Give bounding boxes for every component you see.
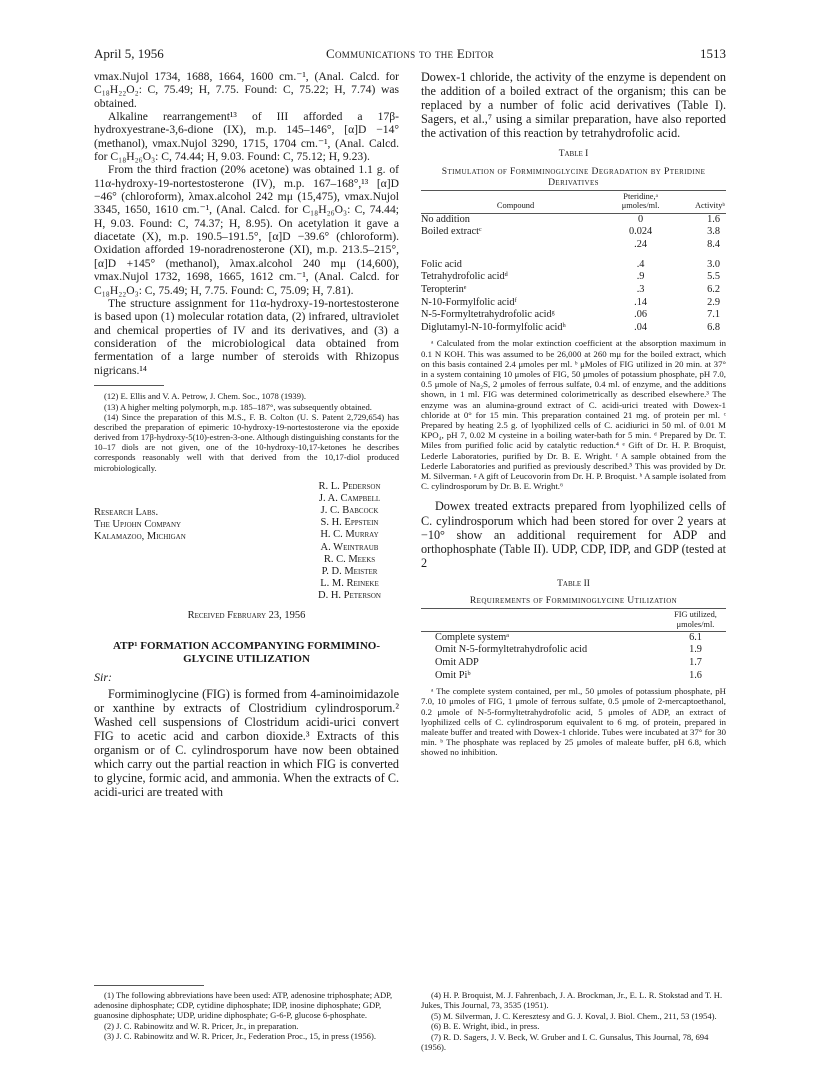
table1-cell-activity: 3.8 <box>707 226 720 238</box>
footnote-4: (4) H. P. Broquist, M. J. Fahrenbach, J. A. Brockman, Jr., E. L. R. Stokstad and T. H. Jukes, This Journal, 73, 3535 (1951). <box>421 990 723 1011</box>
table1-note-text: ᵃ Calculated from the molar extinction coefficient at the absorption maximum in 0.1 N KOH. This was assumed to be 26,000 at 260 mμ for the boiled extract, which on this basis contained 2.4 μmoles per ml. ᵇ μMoles of FIG utilized in 20 min. at 37° in a system containing 10 μmoles of FIG, 50 μmoles of potassium phosphate, pH 7.0, 0.5 μmole of Na₂S, 2 μmoles of ferrous sulfate, 0.4 ml. of enzyme, and the additions shown, in 1 ml. FIG was determined colorimetrically as described elsewhere.³ The enzyme was an alumina-ground extract of C. acidi-urici treated with Dowex-1 chloride at 0° for 15 min. This preparation contained 21 mg. of protein per ml. ᶜ Prepared by heating 2.5 g. of lyophilized cells of C. acidiurici in 50 ml. of 0.01 M KPO₄, pH 7, 0.02 M cysteine in a boiling water-bath for 5 min. ᵈ Prepared by Dr. T. Miles from purified folic acid by catalytic reduction.⁴ ᵉ Gift of Dr. H. P. Broquist, Lederle Laboratories, purified by Dr. B. E. Wright. ᶠ A sample obtained from the Lederle Laboratories and purified as previously described.⁵ This was provided by Dr. M. Silverman. ᵍ A gift of Leucovorin from Dr. H. P. Broquist. ʰ A sample isolated from C. cylindrosporum by Dr. B. E. Wright.⁶ <box>421 338 726 492</box>
table1-cell-pteridine: .3 <box>636 284 645 295</box>
right-intro-paragraph: Dowex-1 chloride, the activity of the enzyme is dependent on the addition of a boiled extract of the organism; this can be replaced by a number of folic acid derivatives (Table I). Sagers, et al.,⁷ using a similar preparation, have also reported the activation of this reaction by tetrahydrofolic acid. <box>421 70 726 141</box>
table1-label: Table I <box>558 149 589 160</box>
footnote-2: (2) J. C. Rabinowitz and W. R. Pricer, Jr., in preparation. <box>104 1020 299 1031</box>
table1-notes <box>421 338 726 491</box>
author-name: R. C. Meeks <box>323 553 376 565</box>
table2-title: Requirements of Formiminoglycine Utilization <box>469 595 678 607</box>
table2-row <box>421 657 726 670</box>
footnote-5: (5) M. Silverman, J. C. Keresztesy and G. J. Koval, J. Biol. Chem., 211, 53 (1954). <box>431 1010 717 1021</box>
table1-cell-activity: 5.5 <box>707 271 720 283</box>
table1-cell-compound <box>421 239 610 259</box>
table1-cell-pteridine: .9 <box>636 271 645 283</box>
table1-cell-compound: Folic acid <box>421 258 462 270</box>
table1-cell-compound: Boiled extractᶜ <box>421 226 482 238</box>
table2 <box>421 608 726 682</box>
table1-row <box>421 259 726 272</box>
table1-cell-activity: 6.8 <box>707 321 720 333</box>
table1 <box>421 190 726 334</box>
table1-cell-pteridine: 0.024 <box>629 226 653 238</box>
left-paragraph-2: Alkaline rearrangement¹³ of III afforded a 17β-hydroxyestrane-3,6-dione (IX), m.p. 145–146°, [α]D −14° (methanol), νmax.Nujol 3290, 1715, 1704 cm.⁻¹, (Anal. Calcd. for C₁₈H₂₆O₃: C, 74.44; H, 9.03. Found: C, 75.12; H, 9.23). <box>94 110 399 164</box>
table2-note-text: ᵃ The complete system contained, per ml., 50 μmoles of potassium phosphate, pH 7.0, 10 μmoles of FIG, 1 μmole of ferrous sulfate, 0.5 μmole of 2-mercaptoethanol, 0.2 μmole of N-5-formyltetrahydrofolic acid, 5 μmoles of ADP, an extract of lyophilized cells of C. cylindrosporum equivalent to 6 mg. of protein, prepared in maleate buffer and treated with Dowex-1 chloride. Tubes were incubated at 37° for 30 min. ᵇ The phosphate was replaced by 25 μmoles of maleate buffer, pH 6.8, which showed no inhibition. <box>421 686 726 758</box>
table2-row <box>421 670 726 683</box>
page-header <box>94 46 726 64</box>
table2-cell-label: Omit N-5-formyltetrahydrofolic acid <box>435 644 588 656</box>
header-date: April 5, 1956 <box>94 46 164 61</box>
table1-cell-activity: 2.9 <box>707 296 720 308</box>
author-name: A. Weintraub <box>320 541 379 553</box>
right-column <box>421 70 726 758</box>
table2-cell-value: 1.9 <box>689 644 702 656</box>
author-name: L. M. Reineke <box>320 578 379 590</box>
table1-col-compound: Compound <box>496 201 535 211</box>
table1-cell-pteridine: .14 <box>634 296 648 308</box>
table1-cell-compound: Teropterinᵉ <box>421 284 467 295</box>
table2-header-row <box>421 609 726 631</box>
table1-cell-pteridine: .24 <box>634 238 648 250</box>
affiliation-line: Research Labs. <box>94 506 159 518</box>
footnote-3: (3) J. C. Rabinowitz and W. R. Pricer, Jr., Federation Proc., 15, in press (1956). <box>104 1031 376 1042</box>
footnote-14: (14) Since the preparation of this M.S., F. B. Colton (U. S. Patent 2,729,654) has described the preparation of epimeric 10-hydroxy-19-nortestosterone via the epoxide derived from 17β-hydroxy-5(10)-estren-3-one. Although distinguishing constants for the 10–17 diols are not given, one of the 10-hydroxy-10,17-ketones he describes corresponds reasonably well with that derived from the 10,17-diol produced microbiologically. <box>94 412 399 473</box>
bottom-footnotes-left <box>94 985 399 1042</box>
table1-cell-activity: 1.6 <box>707 213 720 225</box>
table1-cell-activity: 7.1 <box>707 309 720 321</box>
table2-cell-label: Complete systemᵃ <box>435 631 510 643</box>
footnote-13: (13) A higher melting polymorph, m.p. 185–187°, was subsequently obtained. <box>104 401 372 412</box>
right-paragraph-2: Dowex treated extracts prepared from lyophilized cells of C. cylindrosporum which had been stored for over 2 years at −10° show an additional requirement for ADP and orthophosphate (Table II). UDP, CDP, IDP, and GDP (tested at 2 <box>421 499 726 570</box>
bottom-footnotes-right <box>421 985 726 1053</box>
footnote-1: (1) The following abbreviations have been used: ATP, adenosine triphosphate; ADP, adenosine diphosphate; CDP, cytidine diphosphate; IDP, inosine diphosphate; GDP, guanosine diphosphate; UDP, uridine diphosphate; G-6-P, glucose 6-phosphate. <box>94 990 393 1021</box>
table1-cell-compound: Diglutamyl-N-10-formylfolic acidʰ <box>421 321 566 333</box>
table2-cell-value: 1.6 <box>689 669 702 681</box>
left-paragraph-3: From the third fraction (20% acetone) was obtained 1.1 g. of 11α-hydroxy-19-nortestosterone (IV), m.p. 167–168°,¹³ [α]D −46° (chloroform), λmax.alcohol 242 mμ (15,475), νmax.Nujol 3345, 1650, 1610 cm.⁻¹, (Anal. Calcd. for C₁₈H₂₆O₃: C, 74.44; H, 9.03. Found: C, 74.37; H, 8.95). On acetylation it gave a diacetate (X), m.p. 190.5–191.5°, [α]D −39.6° (chloroform). Oxidation afforded 19-noradrenosterone (XI), m.p. 213.5–215°, [α]D +145° (methanol), λmax.alcohol 240 mμ (14,600), νmax.Nujol 1732, 1698, 1665, 1612 cm.⁻¹, (Anal. Calcd. for C₁₈H₂₂O₃: C, 75.49; H, 7.75. Found: C, 75.09; H, 7.81). <box>94 163 399 297</box>
table1-cell-activity: 8.4 <box>707 238 720 250</box>
table1-cell-pteridine: .06 <box>634 309 648 321</box>
author-list <box>318 481 381 603</box>
footnote-7: (7) R. D. Sagers, J. V. Beck, W. Gruber and I. C. Gunsalus, This Journal, 78, 694 (1956). <box>421 1031 709 1052</box>
header-page-number: 1513 <box>700 46 726 61</box>
signature-block <box>94 481 399 603</box>
table2-cell-label: Omit ADP <box>435 657 479 669</box>
footnote-rule <box>94 985 204 986</box>
header-section: Communications to the Editor <box>326 46 494 61</box>
salutation: Sir: <box>94 670 112 685</box>
author-name: P. D. Meister <box>321 566 378 578</box>
table1-row <box>421 239 726 259</box>
table1-col-pteridine: Pteridine,ᵃ μmoles/ml. <box>621 192 660 211</box>
table2-col-fig: FIG utilized, μmoles/ml. <box>674 610 717 629</box>
left-footnotes <box>94 391 399 473</box>
table1-col-activity: Activityᵇ <box>694 201 725 211</box>
table2-row <box>421 644 726 657</box>
table1-cell-compound: N-10-Formylfolic acidᶠ <box>421 296 517 308</box>
table1-header-row <box>421 191 726 213</box>
article-body-paragraph: Formiminoglycine (FIG) is formed from 4-aminoimidazole or xanthine by extracts of Clostridium cylindrosporum.² Washed cell suspensions of Clostridum acidi-urici convert FIG to acetic acid and carbon dioxide.³ Extracts of this organism or of C. cylindrosporum have now been obtained which carry out the partial reaction in which FIG is converted to glycine, formic acid, and ammonia. When the extracts of C. acidi-urici are treated with <box>94 686 399 800</box>
table1-row <box>421 297 726 310</box>
table1-row <box>421 226 726 239</box>
author-name: J. C. Babcock <box>320 505 379 517</box>
affiliation <box>94 507 186 603</box>
author-name: D. H. Peterson <box>317 590 381 602</box>
article-title: ATP¹ FORMATION ACCOMPANYING FORMIMINO-GLYCINE UTILIZATION <box>113 640 380 665</box>
author-name: S. H. Eppstein <box>320 517 379 529</box>
table2-cell-value: 6.1 <box>689 631 702 643</box>
left-paragraph-4: The structure assignment for 11α-hydroxy-19-nortestosterone is based upon (1) molecular rotation data, (2) infrared, ultraviolet and chemical properties of IV and its derivatives, and (3) a consideration of the microbiological data obtained from fermentation of a large number of steroids with Rhizopus nigricans.¹⁴ <box>94 296 399 377</box>
table1-row <box>421 322 726 335</box>
table2-body <box>421 631 726 682</box>
table1-cell-activity: 3.0 <box>707 258 720 270</box>
author-name: R. L. Pederson <box>318 480 381 492</box>
table2-row <box>421 631 726 644</box>
table2-label: Table II <box>557 578 590 589</box>
table1-row <box>421 309 726 322</box>
left-column <box>94 70 399 799</box>
author-name: H. C. Murray <box>320 529 379 541</box>
table2-cell-label: Omit Piᵇ <box>435 669 471 681</box>
table1-cell-compound: No addition <box>421 213 470 225</box>
table1-cell-pteridine: .04 <box>634 321 648 333</box>
table2-cell-value: 1.7 <box>689 657 702 669</box>
table1-row <box>421 213 726 226</box>
left-paragraph-1: νmax.Nujol 1734, 1688, 1664, 1600 cm.⁻¹, (Anal. Calcd. for C₁₈H₂₂O₂: C, 75.49; H, 7.75. Found: C, 75.22; H, 7.74) was obtained. <box>94 70 399 110</box>
table1-body <box>421 213 726 334</box>
table1-title: Stimulation of Formiminoglycine Degradation by Pteridine Derivatives <box>441 165 706 189</box>
affiliation-line: Kalamazoo, Michigan <box>94 531 186 543</box>
footnote-6: (6) B. E. Wright, ibid., in press. <box>431 1021 540 1032</box>
author-name: J. A. Campbell <box>318 492 381 504</box>
table2-notes <box>421 686 726 757</box>
table1-row <box>421 284 726 297</box>
table1-cell-pteridine: 0 <box>638 213 644 225</box>
received-date: Received February 23, 1956 <box>187 609 306 621</box>
table1-cell-compound: N-5-Formyltetrahydrofolic acidᵍ <box>421 309 555 321</box>
table1-cell-pteridine: .4 <box>636 258 645 270</box>
table1-cell-activity: 6.2 <box>707 284 720 295</box>
table1-row <box>421 271 726 284</box>
table1-cell-compound: Tetrahydrofolic acidᵈ <box>421 271 508 283</box>
footnote-12: (12) E. Ellis and V. A. Petrow, J. Chem. Soc., 1078 (1939). <box>104 390 307 401</box>
affiliation-line: The Upjohn Company <box>94 518 182 530</box>
footnote-rule <box>94 385 164 386</box>
